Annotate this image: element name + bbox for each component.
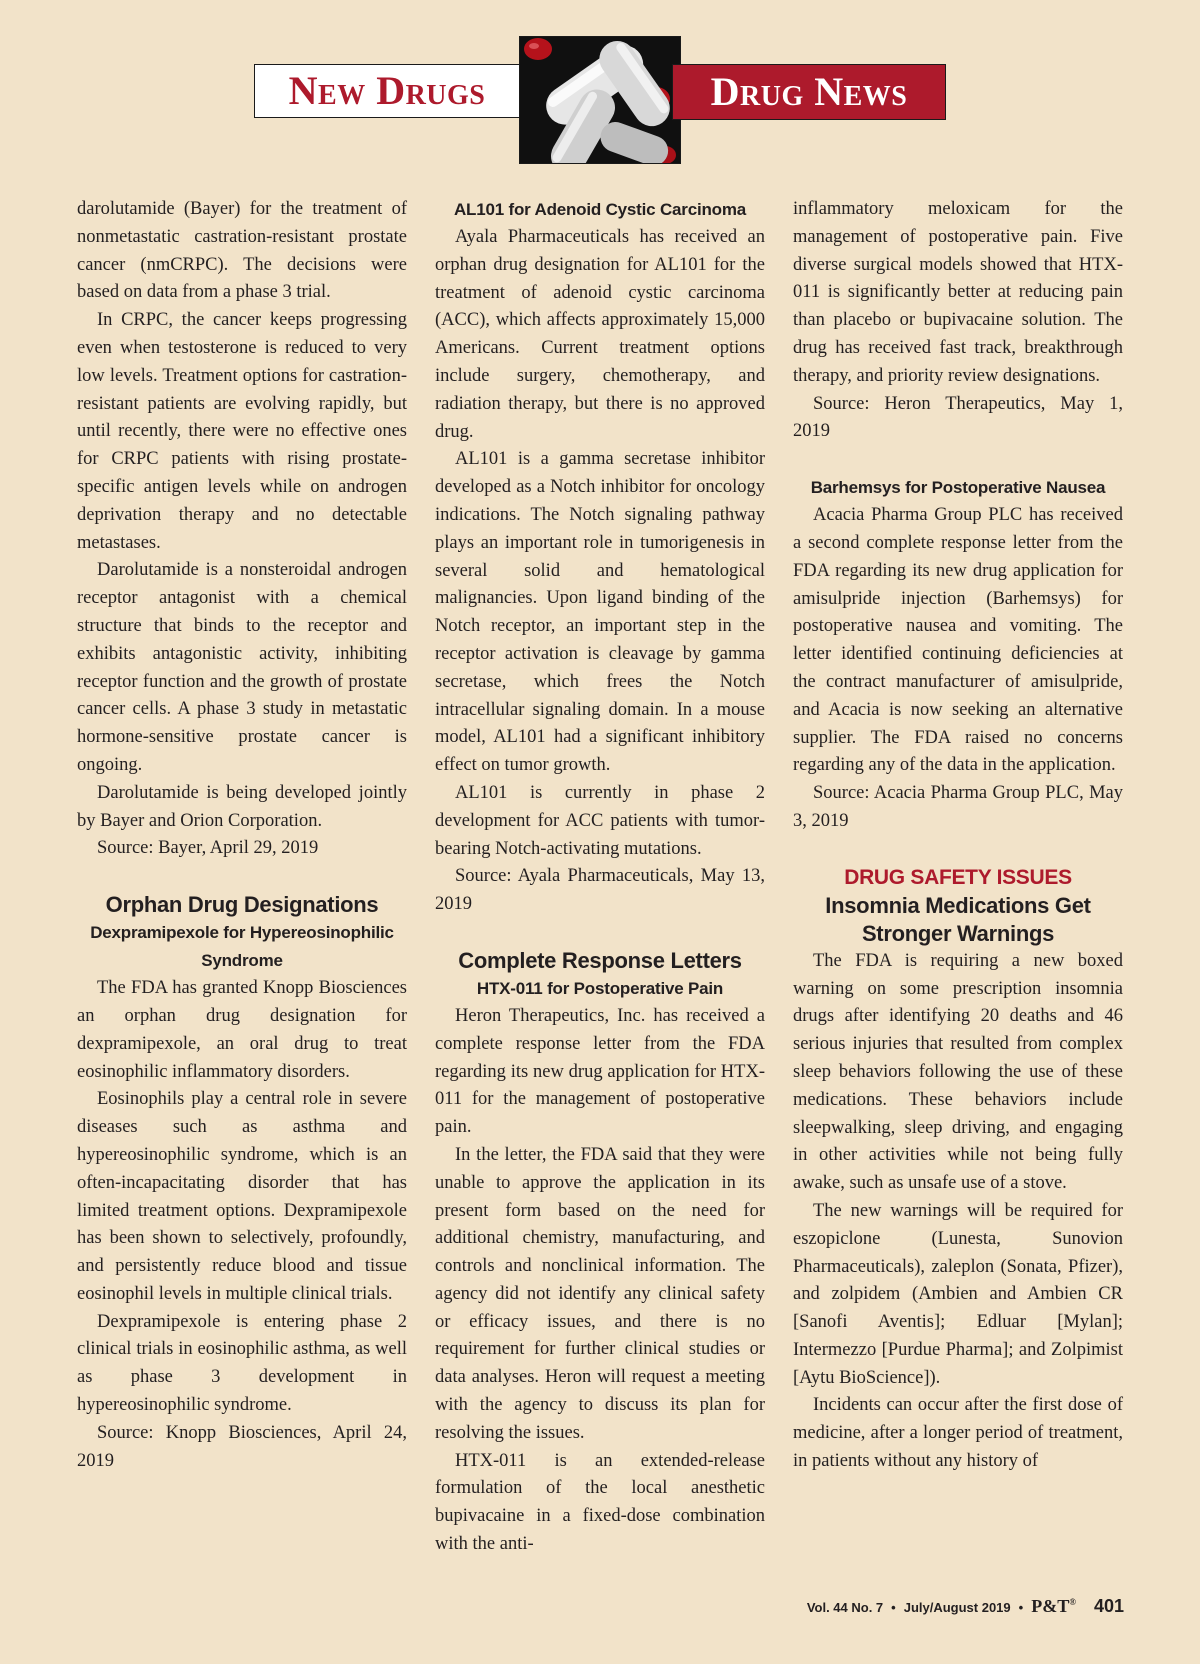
spacer: [77, 863, 407, 891]
paragraph: HTX-011 is an extended-release formulation of the local anesthetic bupivacaine in a fixed-dose combination with the anti-: [435, 1450, 765, 1555]
spacer: [793, 446, 1123, 474]
paragraph: The FDA has granted Knopp Biosciences an orphan drug designation for dexpramipexole, an oral drug to treat eosinophilic inflammatory disorders.: [77, 978, 407, 1082]
paragraph: darolutamide (Bayer) for the treatment of nonmetastatic castration-resistant prostate cancer (nmCRPC). The decisions were based on data from a phase 3 trial.: [77, 199, 407, 303]
spacer: [435, 919, 765, 947]
page-footer: [807, 1596, 1124, 1617]
paragraph: Ayala Pharmaceuticals has received an orphan drug designation for AL101 for the treatment of adenoid cystic carcinoma (ACC), which affects approximately 15,000 Americans. Current treatment options include surgery, chemotherapy, and radiation therapy, but there is no approved drug.: [435, 227, 765, 442]
paragraph: Acacia Pharma Group PLC has received a second complete response letter from the FDA regarding its new drug application for amisulpride injection (Barhemsys) for postoperative nausea and vomiting. The letter identified continuing deficiencies at the contract manufacturer of amisulpride, and Acacia is now seeking an alternative supplier. The FDA raised no concerns regarding any of the data in the application.: [793, 505, 1123, 776]
column-1: [77, 196, 407, 1475]
drug-news-banner: [672, 64, 946, 120]
new-drugs-title: New Drugs: [288, 68, 486, 113]
source-line: Source: Acacia Pharma Group PLC, May 3, 2019: [793, 783, 1123, 831]
journal-name: [1031, 1596, 1076, 1617]
paragraph: The new warnings will be required for eszopiclone (Lunesta, Sunovion Pharmaceuticals), zaleplon (Sonata, Pfizer), and zolpidem (Ambien and Ambien CR [Sanofi Aventis]; Edluar [Mylan]; Intermezzo [Purdue Pharma]; and Zolpimist [Aytu BioScience]).: [793, 1200, 1123, 1388]
source-line: Source: Heron Therapeutics, May 1, 2019: [793, 393, 1123, 442]
paragraph: Eosinophils play a central role in severe diseases such as asthma and hypereosinophilic syndrome, which is an often-incapacitating disorder that has limited treatment options. Dexpramipexole has been shown to selectively, profoundly, and persistently reduce blood and tissue eosinophil levels in multiple clinical trials.: [77, 1089, 407, 1304]
masthead: [254, 36, 946, 166]
paragraph: Dexpramipexole is entering phase 2 clinical trials in eosinophilic asthma, as well as phase 3 development in hypereosinophilic syndrome.: [77, 1311, 407, 1416]
footer-separator: •: [1018, 1600, 1024, 1615]
paragraph: Heron Therapeutics, Inc. has received a complete response letter from the FDA regarding its new drug application for HTX-011 for the management of postoperative pain.: [435, 1005, 765, 1138]
pills-photo: [519, 36, 681, 164]
article-subheading: AL101 for Adenoid Cystic Carcinoma: [453, 200, 747, 219]
drug-news-title: Drug News: [710, 69, 908, 114]
article-subheading: Barhemsys for Postoperative Nausea: [810, 478, 1106, 498]
page-number: 401: [1093, 1596, 1124, 1616]
column-2: [435, 196, 765, 1559]
drug-safety-label: DRUG SAFETY ISSUES: [844, 865, 1072, 889]
new-drugs-banner: [254, 64, 520, 118]
paragraph: Darolutamide is being developed jointly by Bayer and Orion Corporation.: [77, 782, 407, 831]
source-line: Source: Ayala Pharmaceuticals, May 13, 2019: [435, 866, 765, 915]
article-subheading: HTX-011 for Postoperative Pain: [476, 978, 724, 998]
section-heading: Insomnia Medications Get Stronger Warnings: [825, 892, 1091, 946]
paragraph: inflammatory meloxicam for the management of postoperative pain. Five diverse surgical models showed that HTX-011 is significantly better at reducing pain than placebo or bupivacaine solution. The drug has received fast track, breakthrough therapy, and priority review designations.: [793, 199, 1123, 386]
registered-mark: ®: [1069, 1597, 1076, 1607]
pills-image: [520, 37, 680, 163]
source-line: Source: Knopp Biosciences, April 24, 2019: [77, 1422, 407, 1471]
section-heading: Complete Response Letters: [458, 947, 742, 973]
footer-separator: •: [891, 1600, 896, 1615]
paragraph: AL101 is currently in phase 2 development for ACC patients with tumor-bearing Notch-activating mutations.: [435, 782, 765, 859]
paragraph: Darolutamide is a nonsteroidal androgen receptor antagonist with a chemical structure that binds to the receptor and exhibits antagonistic activity, inhibiting receptor function and the growth of prostate cancer cells. A phase 3 study in metastatic hormone-sensitive prostate cancer is ongoing.: [77, 560, 407, 775]
section-heading: Orphan Drug Designations: [105, 892, 379, 918]
spacer: [793, 836, 1123, 864]
column-3: [793, 196, 1123, 1476]
article-subheading: Dexpramipexole for Hypereosinophilic Syndrome: [90, 923, 394, 971]
paragraph: Incidents can occur after the first dose of medicine, after a longer period of treatment, in patients without any history of: [793, 1395, 1123, 1472]
paragraph: In CRPC, the cancer keeps progressing even when testosterone is reduced to very low levels. Treatment options for castration-resistant patients are evolving rapidly, but until recently, there were no effective ones for CRPC patients with rising prostate-specific antigen levels while on androgen deprivation therapy and no detectable metastases.: [77, 310, 407, 553]
volume-issue: Vol. 44 No. 7: [806, 1600, 884, 1615]
journal-title: P&T: [1031, 1596, 1070, 1616]
source-line: Source: Bayer, April 29, 2019: [97, 838, 319, 859]
issue-date: July/August 2019: [903, 1600, 1011, 1615]
paragraph: The FDA is requiring a new boxed warning on some prescription insomnia drugs after identifying 20 deaths and 46 serious injuries that resulted from complex sleep behaviors following the use of these medications. These behaviors include sleepwalking, sleep driving, and engaging in other activities while not being fully awake, such as unsafe use of a stove.: [793, 950, 1123, 1194]
paragraph: In the letter, the FDA said that they were unable to approve the application in its present form based on the need for additional chemistry, manufacturing, and controls and nonclinical information. The agency did not identify any clinical safety or efficacy issues, and there is no requirement for further clinical studies or data analyses. Heron will request a meeting with the agency to discuss its plan for resolving the issues.: [435, 1144, 765, 1443]
paragraph: AL101 is a gamma secretase inhibitor developed as a Notch inhibitor for oncology indications. The Notch signaling pathway plays an important role in tumorigenesis in several solid and hematological malignancies. Upon ligand binding of the Notch receptor, an important step in the receptor activation is cleavage by gamma secretase, which frees the Notch intracellular signaling domain. In a mouse model, AL101 had a significant inhibitory effect on tumor growth.: [435, 449, 765, 776]
